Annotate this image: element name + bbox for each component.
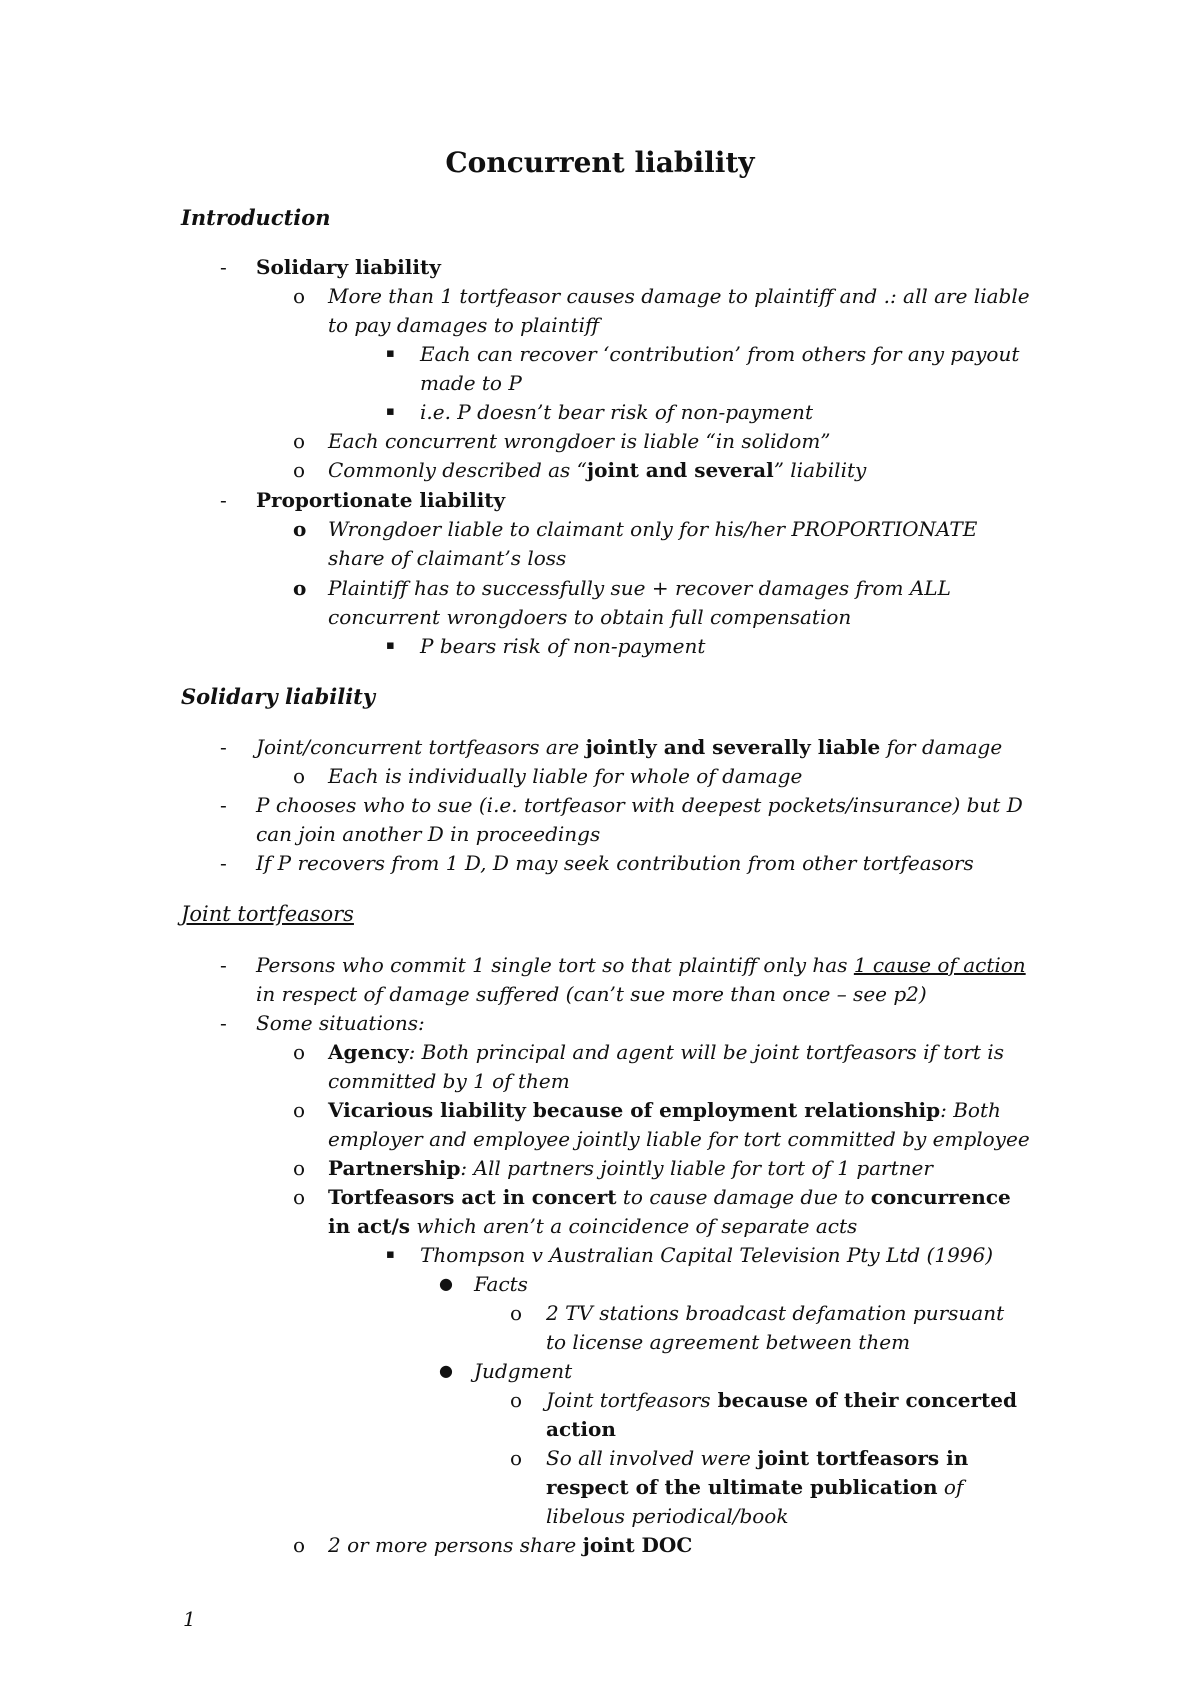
dash-bullet: - (220, 488, 227, 512)
list-item-vicarious-liability: o Vicarious liability because of employment relationship: Both (293, 1098, 1001, 1122)
circle-bullet: o (293, 1533, 306, 1557)
circle-bullet: o (293, 284, 306, 308)
list-item-continuation: libelous periodical/book (546, 1504, 789, 1528)
list-item-continuation: can join another D in proceedings (256, 822, 601, 846)
list-item-act-in-concert: o Tortfeasors act in concert to cause damage due to concurrence (293, 1185, 1011, 1209)
circle-bullet: o (293, 1185, 306, 1209)
list-item-partnership: o Partnership: All partners jointly liable for tort of 1 partner (293, 1156, 933, 1180)
list-item-solidary-liability: - Solidary liability (220, 255, 441, 279)
list-item-judgment: ● Judgment (439, 1359, 573, 1383)
square-bullet: ▪ (386, 1247, 395, 1262)
list-item-continuation: action (546, 1417, 616, 1441)
page-number: 1 (183, 1607, 196, 1631)
list-item-text: o Plaintiff has to successfully sue + recover damages from ALL (293, 576, 951, 600)
circle-bullet: o (293, 1040, 306, 1064)
list-item-text: o 2 TV stations broadcast defamation pursuant (510, 1301, 1005, 1325)
list-item-continuation: respect of the ultimate publication of (546, 1475, 964, 1499)
list-item-text: o So all involved were joint tortfeasors in (510, 1446, 969, 1470)
heading-joint-tortfeasors: Joint tortfeasors (181, 902, 354, 926)
list-item-continuation: to pay damages to plaintiff (328, 313, 600, 337)
list-item-text: o Each concurrent wrongdoer is liable “in solidom” (293, 429, 831, 453)
list-item-agency: o Agency: Both principal and agent will be joint tortfeasors if tort is (293, 1040, 1004, 1064)
list-item-text: - P chooses who to sue (i.e. tortfeasor with deepest pockets/insurance) but D (220, 793, 1023, 817)
list-item-continuation: share of claimant’s loss (328, 546, 567, 570)
heading-solidary-liability: Solidary liability (181, 684, 376, 709)
dash-bullet: - (220, 255, 227, 279)
list-item-continuation: concurrent wrongdoers to obtain full compensation (328, 605, 852, 629)
circle-bullet: o (293, 458, 306, 482)
square-bullet: ▪ (386, 638, 395, 653)
heading-introduction: Introduction (181, 205, 331, 230)
list-item-proportionate-liability: - Proportionate liability (220, 488, 506, 512)
list-item-continuation: committed by 1 of them (328, 1069, 570, 1093)
list-item-continuation: employer and employee jointly liable for tort committed by employee (328, 1127, 1030, 1151)
list-item-continuation: in act/s which aren’t a coincidence of separate acts (328, 1214, 858, 1238)
circle-bullet: o (293, 429, 306, 453)
circle-bullet: o (293, 576, 307, 600)
list-item-text: - Persons who commit 1 single tort so that plaintiff only has 1 cause of action (220, 953, 1026, 977)
circle-bullet: o (510, 1446, 523, 1470)
circle-bullet: o (510, 1388, 523, 1412)
dash-bullet: - (220, 735, 227, 759)
square-bullet: ▪ (386, 346, 395, 361)
dash-bullet: - (220, 793, 227, 817)
list-item-facts: ● Facts (439, 1272, 528, 1296)
list-item-text: o Wrongdoer liable to claimant only for his/her PROPORTIONATE (293, 517, 978, 541)
dash-bullet: - (220, 851, 227, 875)
dot-bullet: ● (439, 1274, 453, 1293)
list-item-text: ▪ P bears risk of non-payment (386, 634, 706, 658)
page-title: Concurrent liability (445, 146, 755, 179)
dot-bullet: ● (439, 1361, 453, 1380)
circle-bullet: o (293, 764, 306, 788)
list-item-text: ▪ i.e. P doesn’t bear risk of non-payment (386, 400, 813, 424)
square-bullet: ▪ (386, 404, 395, 419)
list-item-continuation: to license agreement between them (546, 1330, 911, 1354)
circle-bullet: o (293, 1156, 306, 1180)
list-item-text: o Each is individually liable for whole of damage (293, 764, 803, 788)
list-item-joint-doc: o 2 or more persons share joint DOC (293, 1533, 693, 1557)
list-item-text: - Some situations: (220, 1011, 425, 1035)
list-item-text: ▪ Each can recover ‘contribution’ from others for any payout (386, 342, 1020, 366)
circle-bullet: o (293, 517, 307, 541)
list-item-text: o More than 1 tortfeasor causes damage to plaintiff and .: all are liable (293, 284, 1030, 308)
list-item-text: o Joint tortfeasors because of their concerted (510, 1388, 1017, 1412)
list-item-text: - If P recovers from 1 D, D may seek contribution from other tortfeasors (220, 851, 974, 875)
list-item-text: o Commonly described as “joint and several” liability (293, 458, 867, 482)
list-item-case: ▪ Thompson v Australian Capital Television Pty Ltd (1996) (386, 1243, 994, 1267)
list-item-continuation: made to P (420, 371, 522, 395)
circle-bullet: o (293, 1098, 306, 1122)
dash-bullet: - (220, 953, 227, 977)
list-item-text: - Joint/concurrent tortfeasors are jointly and severally liable for damage (220, 735, 1003, 759)
dash-bullet: - (220, 1011, 227, 1035)
circle-bullet: o (510, 1301, 523, 1325)
list-item-continuation: in respect of damage suffered (can’t sue more than once – see p2) (256, 982, 927, 1006)
